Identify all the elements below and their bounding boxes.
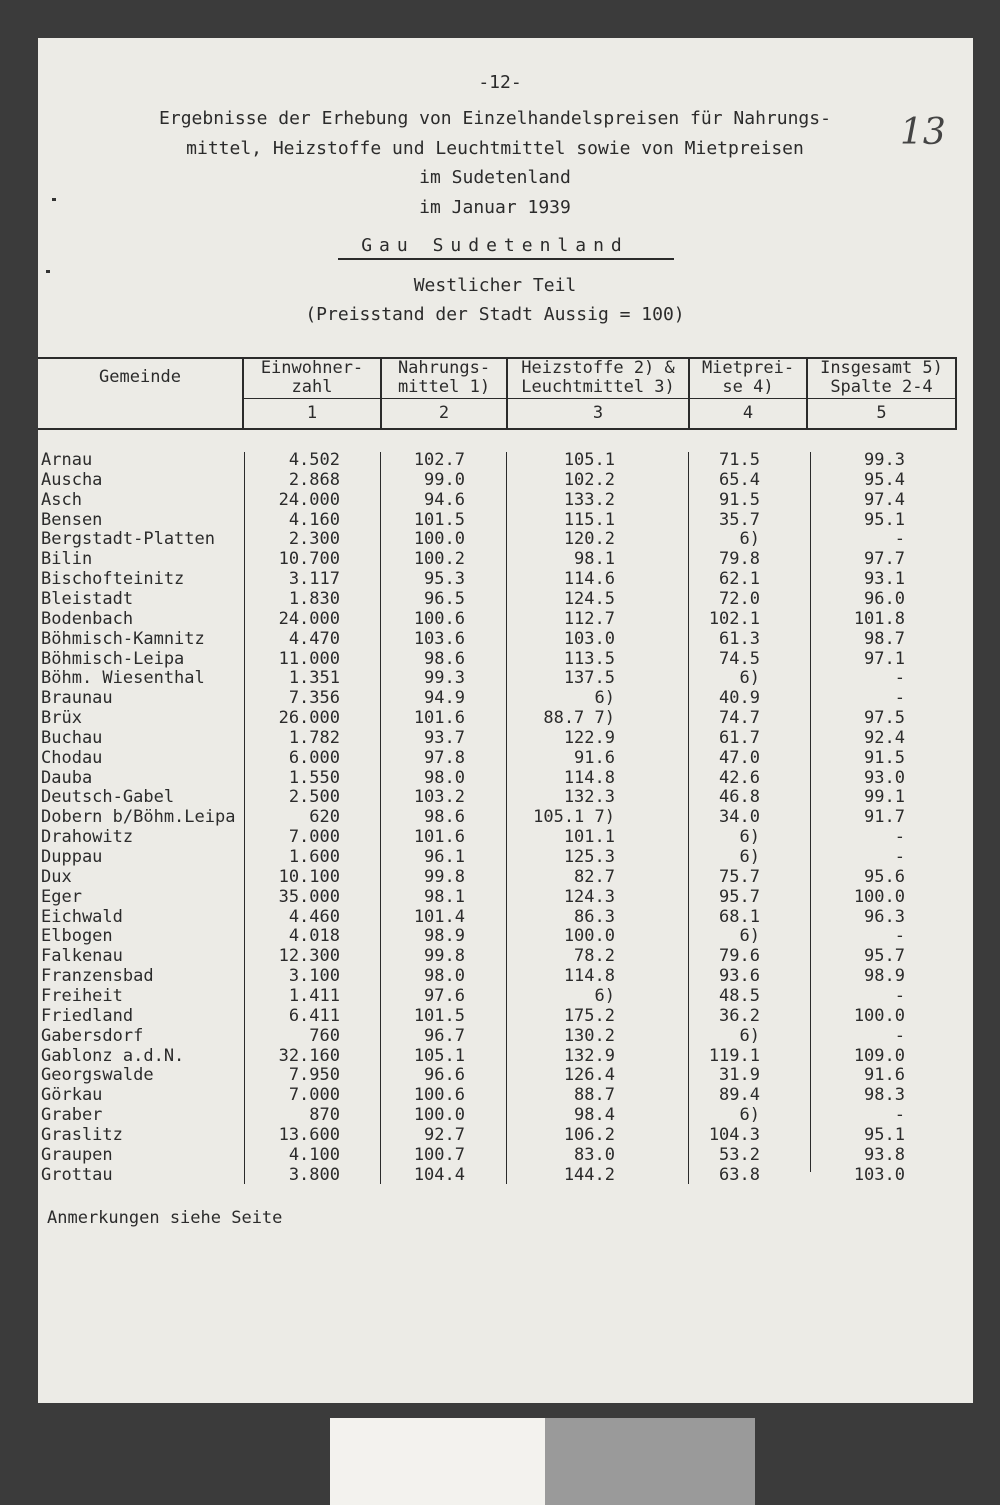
cell-c4: 71.5 <box>719 450 760 470</box>
cell-c4: 53.2 <box>719 1144 760 1165</box>
cell-c1: 1.782 <box>288 727 340 748</box>
cell-c4: 40.9 <box>719 688 760 709</box>
col-number-2: 2 <box>438 403 450 423</box>
cell-c3: 105.1 <box>563 450 615 470</box>
table-row <box>0 529 1000 549</box>
cell-c3: 98.4 <box>574 1105 615 1126</box>
col-number-1: 1 <box>306 403 318 423</box>
teil-subtitle: Westlicher Teil <box>413 275 577 296</box>
cell-c2: 96.5 <box>424 588 465 609</box>
cell-c3: 102.2 <box>563 469 615 490</box>
cell-c5: 98.7 <box>864 628 905 649</box>
cell-c4: 34.0 <box>719 807 760 828</box>
cell-name: Deutsch-Gabel <box>41 787 175 808</box>
footnote: Anmerkungen siehe Seite <box>47 1208 283 1228</box>
cell-name: Böhmisch-Leipa <box>41 648 185 669</box>
cell-c2: 101.6 <box>413 827 465 848</box>
cell-c5: - <box>894 926 905 947</box>
cell-c1: 3.100 <box>288 966 340 987</box>
cell-c4: 47.0 <box>719 747 760 768</box>
cell-c3: 100.0 <box>563 926 615 947</box>
cell-c5: 91.7 <box>864 807 905 828</box>
cell-c2: 99.8 <box>424 866 465 887</box>
cell-c4: 35.7 <box>719 509 760 530</box>
cell-c2: 101.6 <box>413 708 465 729</box>
cell-c1: 32.160 <box>278 1045 340 1066</box>
cell-c4: 119.1 <box>708 1045 760 1066</box>
cell-c2: 102.7 <box>413 450 465 470</box>
cell-c4: 42.6 <box>719 767 760 788</box>
cell-c5: 95.7 <box>864 946 905 967</box>
cell-c5: 97.1 <box>864 648 905 669</box>
cell-c1: 1.600 <box>288 847 340 867</box>
cell-c3: 133.2 <box>563 489 615 510</box>
cell-c5: 100.0 <box>853 886 905 907</box>
cell-c3: 105.1 7) <box>533 807 615 828</box>
cell-c2: 100.0 <box>413 1105 465 1126</box>
header-c2-line1: Nahrungs- <box>397 358 491 378</box>
table-row <box>0 807 1000 827</box>
cell-c5: 99.1 <box>864 787 905 808</box>
cell-c2: 99.3 <box>424 668 465 689</box>
cell-c2: 101.5 <box>413 1005 465 1026</box>
cell-c1: 24.000 <box>278 489 340 510</box>
cell-c1: 1.411 <box>288 985 340 1006</box>
page-number: -12- <box>478 72 522 93</box>
table-row <box>0 1065 1000 1085</box>
cell-c2: 92.7 <box>424 1124 465 1145</box>
cell-name: Böhmisch-Kamnitz <box>41 628 205 649</box>
cell-c2: 103.2 <box>413 787 465 808</box>
cell-c5: 95.4 <box>864 469 905 490</box>
cell-name: Braunau <box>41 688 113 709</box>
table-row <box>0 589 1000 609</box>
cell-c1: 1.550 <box>288 767 340 788</box>
cell-c4: 79.8 <box>719 549 760 570</box>
cell-c1: 2.300 <box>288 529 340 550</box>
cell-c3: 120.2 <box>563 529 615 550</box>
table-row <box>0 470 1000 490</box>
cell-c3: 144.2 <box>563 1164 615 1185</box>
cell-c5: 97.7 <box>864 549 905 570</box>
cell-name: Arnau <box>41 450 93 470</box>
cell-name: Freiheit <box>41 985 123 1006</box>
cell-name: Bergstadt-Platten <box>41 529 215 550</box>
table-row <box>0 907 1000 927</box>
cell-c4: 95.7 <box>719 886 760 907</box>
cell-c4: 68.1 <box>719 906 760 927</box>
cell-c3: 124.3 <box>563 886 615 907</box>
handwritten-page-number: 13 <box>900 112 946 153</box>
table-row <box>0 1046 1000 1066</box>
cell-c1: 4.160 <box>288 509 340 530</box>
cell-name: Falkenau <box>41 946 123 967</box>
col-number-4: 4 <box>742 403 754 423</box>
cell-c4: 6) <box>739 847 760 867</box>
table-row <box>0 688 1000 708</box>
cell-c2: 100.0 <box>413 529 465 550</box>
cell-c2: 104.4 <box>413 1164 465 1185</box>
table-row <box>0 827 1000 847</box>
cell-c1: 4.018 <box>288 926 340 947</box>
title-line-2: mittel, Heizstoffe und Leuchtmittel sowie von Mietpreisen <box>186 138 804 159</box>
cell-name: Dauba <box>41 767 93 788</box>
cell-name: Bensen <box>41 509 103 530</box>
cell-c3: 114.6 <box>563 569 615 590</box>
cell-c1: 7.950 <box>288 1065 340 1086</box>
cell-c3: 132.3 <box>563 787 615 808</box>
cell-name: Gabersdorf <box>41 1025 144 1046</box>
cell-c3: 130.2 <box>563 1025 615 1046</box>
cell-c5: 97.5 <box>864 708 905 729</box>
cell-name: Gablonz a.d.N. <box>41 1045 185 1066</box>
table-row <box>0 1006 1000 1026</box>
cell-c4: 79.6 <box>719 946 760 967</box>
cell-c3: 98.1 <box>574 549 615 570</box>
cell-c3: 88.7 7) <box>543 708 615 729</box>
table-row <box>0 609 1000 629</box>
cell-name: Chodau <box>41 747 103 768</box>
paper-speck <box>46 270 50 273</box>
cell-c4: 89.4 <box>719 1085 760 1106</box>
cell-c2: 101.5 <box>413 509 465 530</box>
cell-c5: - <box>894 668 905 689</box>
table-row <box>0 966 1000 986</box>
cell-c2: 96.6 <box>424 1065 465 1086</box>
cell-c3: 125.3 <box>563 847 615 867</box>
cell-c3: 86.3 <box>574 906 615 927</box>
cell-c5: - <box>894 827 905 848</box>
cell-c1: 1.351 <box>288 668 340 689</box>
cell-c2: 96.7 <box>424 1025 465 1046</box>
header-c3-line2: Leuchtmittel 3) <box>521 377 675 397</box>
cell-name: Eger <box>41 886 82 907</box>
cell-c3: 112.7 <box>563 608 615 629</box>
paper-speck <box>52 198 56 201</box>
cell-name: Dobern b/Böhm.Leipa <box>41 807 236 828</box>
cell-c1: 7.000 <box>288 827 340 848</box>
table-row <box>0 787 1000 807</box>
cell-c1: 13.600 <box>278 1124 340 1145</box>
table-row <box>0 708 1000 728</box>
header-bottom-rule <box>38 428 956 430</box>
cell-c4: 74.5 <box>719 648 760 669</box>
title-line-1: Ergebnisse der Erhebung von Einzelhandelspreisen für Nahrungs- <box>159 108 831 129</box>
cell-c4: 6) <box>739 827 760 848</box>
cell-name: Brüx <box>41 708 82 729</box>
cell-name: Eichwald <box>41 906 123 927</box>
cell-c4: 62.1 <box>719 569 760 590</box>
cell-c1: 6.000 <box>288 747 340 768</box>
col-number-3: 3 <box>592 403 604 423</box>
cell-c1: 4.502 <box>288 450 340 470</box>
table-row <box>0 946 1000 966</box>
cell-c5: 95.1 <box>864 509 905 530</box>
cell-name: Drahowitz <box>41 827 134 848</box>
cell-c5: 92.4 <box>864 727 905 748</box>
cell-c2: 100.7 <box>413 1144 465 1165</box>
cell-c3: 114.8 <box>563 767 615 788</box>
cell-c5: - <box>894 1105 905 1126</box>
cell-c3: 113.5 <box>563 648 615 669</box>
cell-c4: 6) <box>739 529 760 550</box>
cell-c5: 93.1 <box>864 569 905 590</box>
gau-underline <box>338 258 674 260</box>
cell-c1: 4.460 <box>288 906 340 927</box>
cell-c5: 91.5 <box>864 747 905 768</box>
table-row <box>0 490 1000 510</box>
cell-c1: 870 <box>309 1105 340 1126</box>
cell-c5: 91.6 <box>864 1065 905 1086</box>
header-gemeinde: Gemeinde <box>99 367 181 387</box>
header-c1-line1: Einwohner- <box>260 358 364 378</box>
cell-c2: 100.2 <box>413 549 465 570</box>
cell-c4: 46.8 <box>719 787 760 808</box>
cell-c2: 103.6 <box>413 628 465 649</box>
cell-name: Bleistadt <box>41 588 134 609</box>
cell-c1: 35.000 <box>278 886 340 907</box>
cell-c2: 94.9 <box>424 688 465 709</box>
table-row <box>0 1026 1000 1046</box>
cell-c2: 96.1 <box>424 847 465 867</box>
cell-c2: 97.8 <box>424 747 465 768</box>
cell-c1: 26.000 <box>278 708 340 729</box>
title-line-4: im Januar 1939 <box>419 197 571 218</box>
cell-c3: 83.0 <box>574 1144 615 1165</box>
table-row <box>0 510 1000 530</box>
cell-c1: 10.700 <box>278 549 340 570</box>
cell-c5: 93.8 <box>864 1144 905 1165</box>
cell-name: Asch <box>41 489 82 510</box>
header-c4-line2: se 4) <box>722 377 774 397</box>
table-row <box>0 748 1000 768</box>
cell-c5: 96.0 <box>864 588 905 609</box>
cell-name: Friedland <box>41 1005 134 1026</box>
cell-c4: 6) <box>739 1105 760 1126</box>
table-row <box>0 867 1000 887</box>
table-row <box>0 450 1000 470</box>
cell-c5: - <box>894 985 905 1006</box>
cell-c1: 2.868 <box>288 469 340 490</box>
table-row <box>0 649 1000 669</box>
cell-c5: 99.3 <box>864 450 905 470</box>
cell-c4: 63.8 <box>719 1164 760 1185</box>
cell-c1: 12.300 <box>278 946 340 967</box>
cell-c1: 7.000 <box>288 1085 340 1106</box>
cell-c5: 95.1 <box>864 1124 905 1145</box>
cell-c5: - <box>894 529 905 550</box>
cell-c1: 6.411 <box>288 1005 340 1026</box>
cell-c2: 100.6 <box>413 1085 465 1106</box>
cell-c3: 114.8 <box>563 966 615 987</box>
cell-c1: 1.830 <box>288 588 340 609</box>
table-row <box>0 1165 1000 1185</box>
cell-c5: 101.8 <box>853 608 905 629</box>
title-line-3: im Sudetenland <box>419 167 571 188</box>
col-number-5: 5 <box>876 403 887 423</box>
cell-c2: 100.6 <box>413 608 465 629</box>
cell-c2: 94.6 <box>424 489 465 510</box>
cell-c1: 3.800 <box>288 1164 340 1185</box>
cell-c3: 6) <box>594 688 615 709</box>
cell-c2: 93.7 <box>424 727 465 748</box>
cell-c1: 24.000 <box>278 608 340 629</box>
cell-c3: 124.5 <box>563 588 615 609</box>
cell-c5: - <box>894 688 905 709</box>
cell-c1: 620 <box>309 807 340 828</box>
cell-c1: 4.470 <box>288 628 340 649</box>
cell-c4: 74.7 <box>719 708 760 729</box>
cell-c4: 6) <box>739 668 760 689</box>
cell-c1: 11.000 <box>278 648 340 669</box>
cell-c4: 61.3 <box>719 628 760 649</box>
header-c3-line1: Heizstoffe 2) & <box>521 358 675 378</box>
table-row <box>0 1105 1000 1125</box>
header-c4-line1: Mietprei- <box>701 358 795 378</box>
table-row <box>0 768 1000 788</box>
cell-c1: 3.117 <box>288 569 340 590</box>
header-mid-rule <box>242 398 956 399</box>
header-c1-line2: zahl <box>291 377 333 397</box>
cell-name: Buchau <box>41 727 103 748</box>
color-strip-white <box>330 1418 545 1505</box>
cell-c4: 75.7 <box>719 866 760 887</box>
cell-c3: 103.0 <box>563 628 615 649</box>
cell-c3: 78.2 <box>574 946 615 967</box>
cell-c5: - <box>894 1025 905 1046</box>
cell-c4: 65.4 <box>719 469 760 490</box>
cell-c1: 2.500 <box>288 787 340 808</box>
cell-name: Böhm. Wiesenthal <box>41 668 205 689</box>
cell-c3: 132.9 <box>563 1045 615 1066</box>
cell-name: Görkau <box>41 1085 103 1106</box>
header-c5-line1: Insgesamt 5) <box>820 358 943 378</box>
cell-name: Elbogen <box>41 926 113 947</box>
cell-name: Graupen <box>41 1144 113 1165</box>
cell-c4: 91.5 <box>719 489 760 510</box>
table-row <box>0 549 1000 569</box>
table-row <box>0 1085 1000 1105</box>
table-row <box>0 887 1000 907</box>
cell-name: Bischofteinitz <box>41 569 185 590</box>
cell-c4: 36.2 <box>719 1005 760 1026</box>
cell-c2: 99.0 <box>424 469 465 490</box>
cell-c2: 98.1 <box>424 886 465 907</box>
cell-c3: 115.1 <box>563 509 615 530</box>
header-c5-line2: Spalte 2-4 <box>830 377 933 397</box>
cell-name: Dux <box>41 866 72 887</box>
table-row <box>0 728 1000 748</box>
cell-c1: 7.356 <box>288 688 340 709</box>
col-divider-6 <box>955 357 957 430</box>
cell-name: Bilin <box>41 549 93 570</box>
table-row <box>0 1125 1000 1145</box>
cell-c2: 97.6 <box>424 985 465 1006</box>
table-row <box>0 569 1000 589</box>
cell-name: Graber <box>41 1105 103 1126</box>
cell-c5: 93.0 <box>864 767 905 788</box>
cell-c1: 10.100 <box>278 866 340 887</box>
table-row <box>0 847 1000 867</box>
cell-c5: 95.6 <box>864 866 905 887</box>
cell-c5: 100.0 <box>853 1005 905 1026</box>
cell-c4: 31.9 <box>719 1065 760 1086</box>
cell-name: Graslitz <box>41 1124 123 1145</box>
table-row <box>0 926 1000 946</box>
cell-c1: 760 <box>309 1025 340 1046</box>
cell-c2: 99.8 <box>424 946 465 967</box>
cell-c5: 98.3 <box>864 1085 905 1106</box>
table-row <box>0 986 1000 1006</box>
cell-c4: 6) <box>739 1025 760 1046</box>
cell-c3: 6) <box>594 985 615 1006</box>
cell-c4: 6) <box>739 926 760 947</box>
cell-name: Franzensbad <box>41 966 154 987</box>
cell-name: Georgswalde <box>41 1065 154 1086</box>
header-c2-line2: mittel 1) <box>397 377 491 397</box>
cell-c3: 106.2 <box>563 1124 615 1145</box>
cell-c4: 48.5 <box>719 985 760 1006</box>
cell-c5: 103.0 <box>853 1164 905 1185</box>
cell-c4: 61.7 <box>719 727 760 748</box>
cell-c3: 137.5 <box>563 668 615 689</box>
cell-c3: 88.7 <box>574 1085 615 1106</box>
cell-c2: 105.1 <box>413 1045 465 1066</box>
cell-c4: 102.1 <box>708 608 760 629</box>
table-row <box>0 668 1000 688</box>
table-row <box>0 1145 1000 1165</box>
cell-c5: 96.3 <box>864 906 905 927</box>
cell-c4: 72.0 <box>719 588 760 609</box>
cell-c3: 175.2 <box>563 1005 615 1026</box>
color-strip-gray <box>545 1418 755 1505</box>
cell-c5: 109.0 <box>853 1045 905 1066</box>
cell-c4: 104.3 <box>708 1124 760 1145</box>
preisstand-note: (Preisstand der Stadt Aussig = 100) <box>305 304 685 325</box>
cell-c4: 93.6 <box>719 966 760 987</box>
cell-c5: - <box>894 847 905 867</box>
gau-heading: Gau Sudetenland <box>361 235 629 256</box>
cell-c3: 126.4 <box>563 1065 615 1086</box>
cell-c5: 97.4 <box>864 489 905 510</box>
cell-c2: 95.3 <box>424 569 465 590</box>
cell-c2: 98.9 <box>424 926 465 947</box>
cell-c3: 82.7 <box>574 866 615 887</box>
cell-c5: 98.9 <box>864 966 905 987</box>
cell-c2: 98.6 <box>424 807 465 828</box>
cell-name: Duppau <box>41 847 103 867</box>
cell-c3: 122.9 <box>563 727 615 748</box>
cell-c2: 98.0 <box>424 767 465 788</box>
table-row <box>0 629 1000 649</box>
cell-name: Bodenbach <box>41 608 134 629</box>
cell-c2: 98.0 <box>424 966 465 987</box>
cell-name: Grottau <box>41 1164 113 1185</box>
cell-c1: 4.100 <box>288 1144 340 1165</box>
cell-name: Auscha <box>41 469 103 490</box>
cell-c2: 98.6 <box>424 648 465 669</box>
cell-c3: 101.1 <box>563 827 615 848</box>
cell-c2: 101.4 <box>413 906 465 927</box>
cell-c3: 91.6 <box>574 747 615 768</box>
